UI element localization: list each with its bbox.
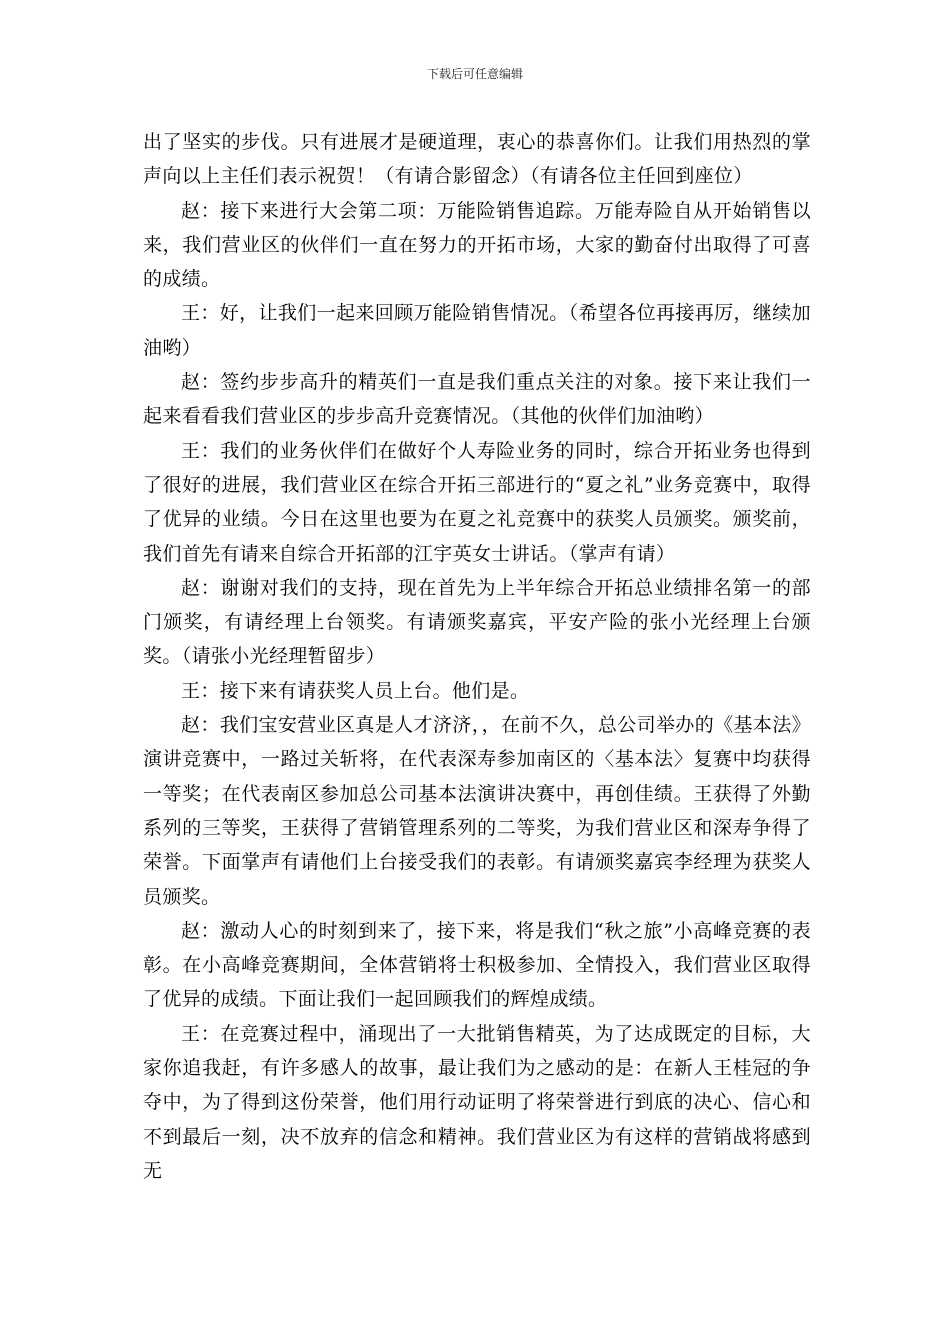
paragraph: 出了坚实的步伐。只有进展才是硬道理，衷心的恭喜你们。让我们用热烈的掌声向以上主任们表示祝贺！（有请合影留念）（有请各位主任回到座位） [143, 131, 811, 188]
paragraph: 王：在竞赛过程中，涌现出了一大批销售精英，为了达成既定的目标，大家你追我赶，有许多感人的故事，最让我们为之感动的是：在新人王桂冠的争夺中，为了得到这份荣誉，他们用行动证明了将荣誉进行到底的决心、信心和不到最后一刻，决不放弃的信念和精神。我们营业区为有这样的营销战将感到无 [143, 1022, 811, 1182]
paragraph: 赵：我们宝安营业区真是人才济济，，在前不久，总公司举办的《基本法》演讲竞赛中，一路过关斩将，在代表深寿参加南区的〈基本法〉复赛中均获得一等奖；在代表南区参加总公司基本法演讲决赛中，再创佳绩。王获得了外勤系列的三等奖，王获得了营销管理系列的二等奖，为我们营业区和深寿争得了荣誉。下面掌声有请他们上台接受我们的表彰。有请颁奖嘉宾李经理为获奖人员颁奖。 [143, 714, 811, 908]
page-header: 下载后可任意编辑 [426, 67, 523, 81]
paragraph: 王：好，让我们一起来回顾万能险销售情况。（希望各位再接再厉，继续加油哟） [143, 302, 811, 359]
paragraph: 赵：接下来进行大会第二项：万能险销售追踪。万能寿险自从开始销售以来，我们营业区的伙伴们一直在努力的开拓市场，大家的勤奋付出取得了可喜的成绩。 [143, 199, 811, 291]
paragraph: 赵：签约步步高升的精英们一直是我们重点关注的对象。接下来让我们一起来看看我们营业区的步步高升竞赛情况。（其他的伙伴们加油哟） [143, 371, 811, 428]
paragraph: 赵：谢谢对我们的支持，现在首先为上半年综合开拓总业绩排名第一的部门颁奖，有请经理上台领奖。有请颁奖嘉宾，平安产险的张小光经理上台颁奖。（请张小光经理暂留步） [143, 576, 811, 668]
paragraph: 王：我们的业务伙伴们在做好个人寿险业务的同时，综合开拓业务也得到了很好的进展，我们营业区在综合开拓三部进行的“夏之礼”业务竞赛中，取得了优异的业绩。今日在这里也要为在夏之礼竞赛中的获奖人员颁奖。颁奖前，我们首先有请来自综合开拓部的江宇英女士讲话。（掌声有请） [143, 439, 811, 565]
paragraph: 王：接下来有请获奖人员上台。他们是。 [181, 679, 530, 702]
paragraph: 赵：激动人心的时刻到来了，接下来，将是我们“秋之旅”小高峰竞赛的表彰。在小高峰竞赛期间，全体营销将士积极参加、全情投入，我们营业区取得了优异的成绩。下面让我们一起回顾我们的辉煌成绩。 [143, 919, 811, 1011]
document-body [143, 125, 811, 1188]
